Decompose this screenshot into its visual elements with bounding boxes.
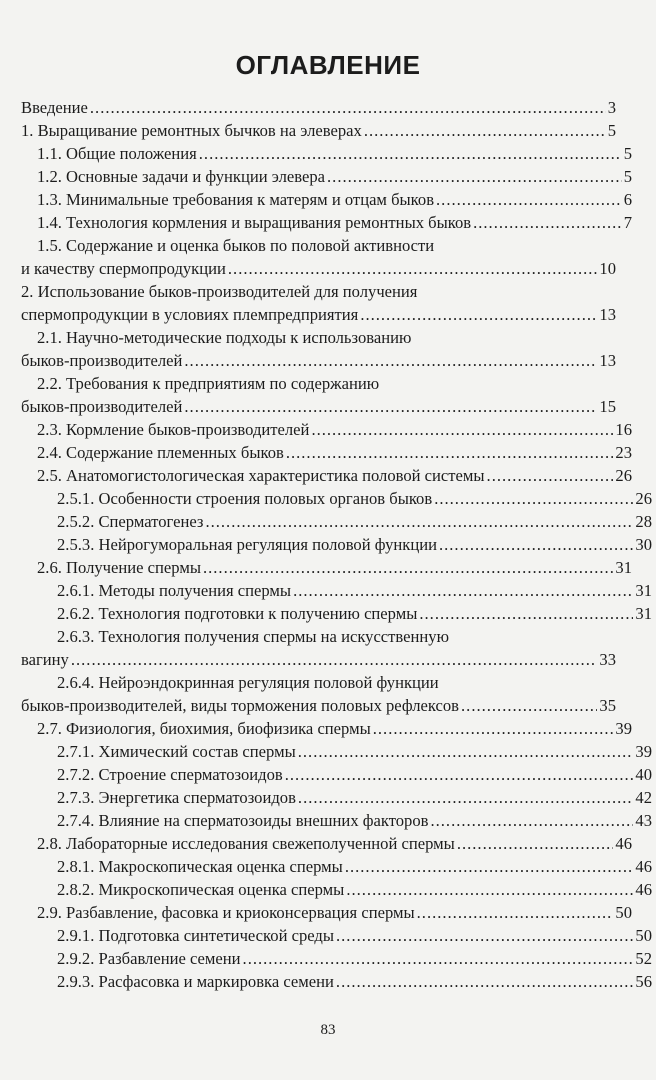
toc-entry-text: 2.6. Получение спермы — [37, 558, 201, 577]
toc-entry-page: 31 — [635, 581, 652, 600]
dot-leader — [243, 947, 634, 970]
toc-entry-page: 3 — [607, 98, 616, 117]
toc-entry-page: 52 — [635, 949, 652, 968]
toc-entry-2-2-line2[interactable] — [21, 395, 616, 418]
toc-entry-text: 2.7.2. Строение сперматозоидов — [57, 765, 283, 784]
toc-entry-text: 2.7.4. Влияние на сперматозоиды внешних факторов — [57, 811, 429, 830]
toc-entry-2-5-3[interactable] — [21, 533, 652, 556]
dot-leader — [199, 142, 622, 165]
toc-entry-page: 33 — [599, 650, 616, 669]
toc-entry-page: 15 — [599, 397, 616, 416]
toc-entry-text: 2.4. Содержание племенных быков — [37, 443, 284, 462]
toc-entry-text: 1.3. Минимальные требования к матерям и отцам быков — [37, 190, 435, 209]
toc-entry-text: Введение — [21, 98, 88, 117]
toc-entry-2-9[interactable] — [21, 901, 632, 924]
dot-leader — [487, 464, 614, 487]
toc-entry-page: 46 — [635, 857, 652, 876]
dot-leader — [311, 418, 613, 441]
dot-leader — [90, 96, 606, 119]
toc-entry-page: 50 — [615, 903, 632, 922]
toc-entry-text: 1. Выращивание ремонтных бычков на элеверах — [21, 121, 362, 140]
toc-entry-2-6-2[interactable] — [21, 602, 652, 625]
toc-entry-page: 46 — [615, 834, 632, 853]
toc-entry-page: 23 — [615, 443, 632, 462]
toc-entry-page: 46 — [635, 880, 652, 899]
toc-entry-2-6[interactable] — [21, 556, 632, 579]
toc-entry-2-7[interactable] — [21, 717, 632, 740]
dot-leader — [434, 487, 633, 510]
dot-leader — [205, 510, 633, 533]
toc-entry-text: 2.5.2. Сперматогенез — [57, 512, 204, 531]
toc-entry-1-5-line1[interactable]: 1.5. Содержание и оценка быков по половой активности — [37, 236, 435, 255]
toc-entry-1-1[interactable] — [21, 142, 632, 165]
toc-entry-text: быков-производителей — [21, 351, 183, 370]
toc-entry-2-9-3[interactable] — [21, 970, 652, 993]
toc-entry-text: 2.9. Разбавление, фасовка и криоконсервация спермы — [37, 903, 415, 922]
toc-entry-page: 31 — [615, 558, 632, 577]
toc-entry-page: 42 — [635, 788, 652, 807]
toc-entry-text: 2.9.3. Расфасовка и маркировка семени — [57, 972, 334, 991]
dot-leader — [417, 901, 614, 924]
toc-entry-page: 26 — [615, 466, 632, 485]
toc-entry-text: 2.9.1. Подготовка синтетической среды — [57, 926, 334, 945]
dot-leader — [298, 740, 634, 763]
toc-entry-2-6-1[interactable] — [21, 579, 652, 602]
toc-entry-2-7-1[interactable] — [21, 740, 652, 763]
toc-entry-2-9-2[interactable] — [21, 947, 652, 970]
dot-leader — [346, 878, 633, 901]
toc-entry-2-5-1[interactable] — [21, 487, 652, 510]
toc-entry-2-5[interactable] — [21, 464, 632, 487]
toc-entry-2-1-line2[interactable] — [21, 349, 616, 372]
dot-leader — [286, 441, 614, 464]
toc-entry-text: 2.7.1. Химический состав спермы — [57, 742, 296, 761]
dot-leader — [345, 855, 634, 878]
dot-leader — [293, 579, 633, 602]
toc-entry-text: 2.7. Физиология, биохимия, биофизика спермы — [37, 719, 371, 738]
toc-entry-2-8[interactable] — [21, 832, 632, 855]
toc-entry-text: 2.9.2. Разбавление семени — [57, 949, 241, 968]
toc-entry-text: 1.1. Общие положения — [37, 144, 197, 163]
dot-leader — [430, 809, 633, 832]
dot-leader — [336, 970, 633, 993]
dot-leader — [436, 188, 622, 211]
dot-leader — [419, 602, 633, 625]
toc-entry-2-7-4[interactable] — [21, 809, 652, 832]
toc-entry-2-8-1[interactable] — [21, 855, 652, 878]
dot-leader — [285, 763, 634, 786]
dot-leader — [373, 717, 614, 740]
toc-entry-text: 2.8. Лабораторные исследования свежеполученной спермы — [37, 834, 455, 853]
toc-entry-2-line1[interactable]: 2. Использование быков-производителей для получения — [21, 282, 418, 301]
toc-entry-text: спермопродукции в условиях племпредприятия — [21, 305, 359, 324]
toc-entry-text: 2.5. Анатомогистологическая характеристика половой системы — [37, 466, 485, 485]
toc-entry-2-5-2[interactable] — [21, 510, 652, 533]
page-title: ОГЛАВЛЕНИЕ — [235, 50, 421, 80]
dot-leader — [327, 165, 622, 188]
toc-entry-2-6-3-line2[interactable] — [21, 648, 616, 671]
dot-leader — [364, 119, 606, 142]
toc-entry-text: 2.6.2. Технология подготовки к получению спермы — [57, 604, 418, 623]
dot-leader — [336, 924, 633, 947]
toc-entry-page: 39 — [635, 742, 652, 761]
toc-entry-page: 43 — [635, 811, 652, 830]
toc-entry-2-1-line1[interactable]: 2.1. Научно-методические подходы к использованию — [37, 328, 412, 347]
toc-entry-page: 5 — [607, 121, 616, 140]
toc-entry-text: 2.8.1. Макроскопическая оценка спермы — [57, 857, 343, 876]
toc-entry-2-7-2[interactable] — [21, 763, 652, 786]
toc-entry-2-6-4-line2[interactable] — [21, 694, 616, 717]
toc-entry-page: 30 — [635, 535, 652, 554]
toc-entry-page: 13 — [599, 305, 616, 324]
toc-entry-text: 1.4. Технология кормления и выращивания ремонтных быков — [37, 213, 472, 232]
toc-entry-2-7-3[interactable] — [21, 786, 652, 809]
toc-entry-1-2[interactable] — [21, 165, 632, 188]
toc-entry-introduction[interactable] — [21, 96, 616, 119]
toc-entry-1-5-line2[interactable] — [21, 257, 616, 280]
toc-entry-2-9-1[interactable] — [21, 924, 652, 947]
toc-entry-text: 2.3. Кормление быков-производителей — [37, 420, 310, 439]
toc-entry-page: 40 — [635, 765, 652, 784]
dot-leader — [184, 395, 597, 418]
dot-leader — [461, 694, 597, 717]
toc-entry-page: 26 — [635, 489, 652, 508]
toc-entry-page: 5 — [623, 144, 632, 163]
toc-entry-1-3[interactable] — [21, 188, 632, 211]
toc-entry-page: 16 — [615, 420, 632, 439]
toc-entry-text: вагину — [21, 650, 69, 669]
toc-entry-text: 2.8.2. Микроскопическая оценка спермы — [57, 880, 345, 899]
toc-entry-2-8-2[interactable] — [21, 878, 652, 901]
toc-entry-2-3[interactable] — [21, 418, 632, 441]
toc-entry-text: 2.5.1. Особенности строения половых органов быков — [57, 489, 433, 508]
toc-entry-text: 2.7.3. Энергетика сперматозоидов — [57, 788, 296, 807]
toc-entry-text: быков-производителей — [21, 397, 183, 416]
toc-entry-2-4[interactable] — [21, 441, 632, 464]
toc-entry-page: 39 — [615, 719, 632, 738]
toc-entry-2-line2[interactable] — [21, 303, 616, 326]
toc-entry-page: 28 — [635, 512, 652, 531]
dot-leader — [457, 832, 614, 855]
toc-entry-2-6-4-line1[interactable]: 2.6.4. Нейроэндокринная регуляция половой функции — [57, 673, 439, 692]
toc-entry-page: 10 — [599, 259, 616, 278]
dot-leader — [360, 303, 597, 326]
page-number: 83 — [320, 1022, 336, 1038]
toc-entry-page: 31 — [635, 604, 652, 623]
toc-entry-page: 6 — [623, 190, 632, 209]
toc-entry-page: 13 — [599, 351, 616, 370]
dot-leader — [203, 556, 613, 579]
toc-entry-2-2-line1[interactable]: 2.2. Требования к предприятиям по содержанию — [37, 374, 380, 393]
dot-leader — [228, 257, 598, 280]
toc-entry-1-4[interactable] — [21, 211, 632, 234]
dot-leader — [298, 786, 633, 809]
toc-entry-text: и качеству спермопродукции — [21, 259, 226, 278]
dot-leader — [473, 211, 622, 234]
toc-entry-text: 2.5.3. Нейрогуморальная регуляция половой функции — [57, 535, 437, 554]
toc-entry-2-6-3-line1[interactable]: 2.6.3. Технология получения спермы на искусственную — [57, 627, 449, 646]
toc-entry-text: 2.6.1. Методы получения спермы — [57, 581, 292, 600]
dot-leader — [184, 349, 597, 372]
toc-entry-page: 50 — [635, 926, 652, 945]
toc-entry-page: 35 — [599, 696, 616, 715]
dot-leader — [71, 648, 598, 671]
toc-entry-page: 56 — [635, 972, 652, 991]
toc-entry-1[interactable] — [21, 119, 616, 142]
dot-leader — [439, 533, 633, 556]
toc-entry-text: 1.2. Основные задачи и функции элевера — [37, 167, 326, 186]
toc-entry-page: 5 — [623, 167, 632, 186]
toc-entry-page: 7 — [623, 213, 632, 232]
toc-entry-text: быков-производителей, виды торможения половых рефлексов — [21, 696, 460, 715]
